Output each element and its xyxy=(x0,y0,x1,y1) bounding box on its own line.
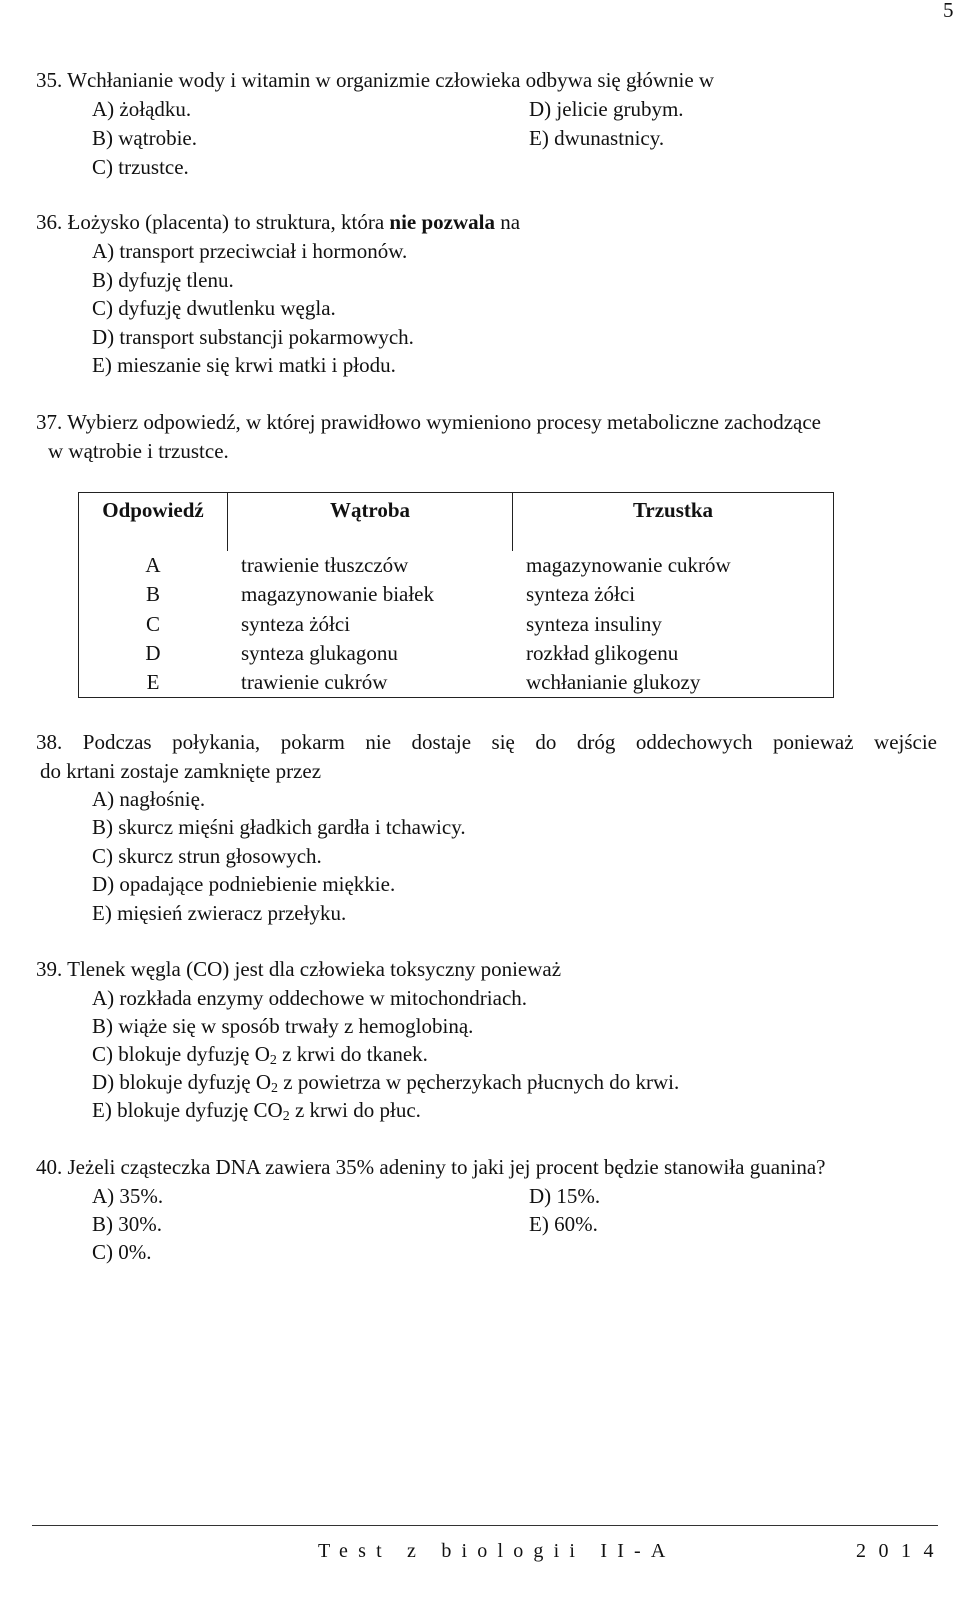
table-cell-letter: B xyxy=(145,582,160,606)
question-37-prompt xyxy=(36,408,821,437)
option-38-b: B) skurcz mięśni gładkich gardła i tchawicy. xyxy=(92,815,466,839)
question-39-text: Tlenek węgla (CO) jest dla człowieka toksyczny ponieważ xyxy=(67,957,562,981)
option-39-c xyxy=(92,1040,428,1069)
question-39-prompt xyxy=(36,955,561,984)
option-39-a: A) rozkłada enzymy oddechowe w mitochondriach. xyxy=(92,986,528,1010)
question-35-number: 35. xyxy=(36,68,63,92)
table-row xyxy=(79,551,833,580)
option-39-d-text-end: z powietrza w pęcherzykach płucnych do krwi. xyxy=(278,1070,680,1094)
option-39-c-subscript: 2 xyxy=(269,1053,277,1068)
option-38-e: E) mięsień zwieracz przełyku. xyxy=(92,901,347,925)
question-36-text-after: na xyxy=(494,210,521,234)
question-37-number: 37. xyxy=(36,410,63,434)
table-cell-liver: trawienie cukrów xyxy=(241,670,388,694)
option-38-a: A) nagłośnię. xyxy=(92,787,206,811)
question-36-text-bold: nie pozwala xyxy=(389,210,495,234)
footer-title: Test z biologii II-A xyxy=(318,1540,676,1562)
table-header-pancreas: Trzustka xyxy=(632,498,714,522)
table-row xyxy=(79,580,833,609)
question-40-prompt xyxy=(36,1153,826,1182)
footer-year: 2014 xyxy=(856,1540,946,1562)
table-row xyxy=(79,668,833,697)
option-39-e-text-end: z krwi do płuc. xyxy=(289,1098,421,1122)
option-36-e: E) mieszanie się krwi matki i płodu. xyxy=(92,353,396,377)
option-36-d: D) transport substancji pokarmowych. xyxy=(92,325,414,349)
question-39-number: 39. xyxy=(36,957,63,981)
question-38-number: 38. xyxy=(36,730,63,754)
option-35-e: E) dwunastnicy. xyxy=(529,126,665,150)
question-35-text: Wchłanianie wody i witamin w organizmie człowieka odbywa się głównie w xyxy=(67,68,715,92)
option-40-e: E) 60%. xyxy=(529,1212,598,1236)
question-38-prompt xyxy=(36,728,937,757)
option-40-c: C) 0%. xyxy=(92,1240,152,1264)
option-39-c-text: C) blokuje dyfuzję O xyxy=(92,1042,270,1066)
option-39-d xyxy=(92,1068,679,1097)
option-40-b: B) 30%. xyxy=(92,1212,162,1236)
option-39-d-text: D) blokuje dyfuzję O xyxy=(92,1070,272,1094)
table-cell-letter: A xyxy=(145,553,161,577)
question-40-text: Jeżeli cząsteczka DNA zawiera 35% adeniny to jaki jej procent będzie stanowiła guanina? xyxy=(67,1155,826,1179)
option-36-c: C) dyfuzję dwutlenku węgla. xyxy=(92,296,336,320)
question-36-text-before: Łożysko (placenta) to struktura, która xyxy=(67,210,390,234)
table-cell-pancreas: synteza insuliny xyxy=(526,612,662,636)
option-36-b: B) dyfuzję tlenu. xyxy=(92,268,234,292)
option-35-b: B) wątrobie. xyxy=(92,126,197,150)
question-35-prompt xyxy=(36,66,714,95)
option-35-d: D) jelicie grubym. xyxy=(529,97,684,121)
table-cell-pancreas: magazynowanie cukrów xyxy=(526,553,731,577)
option-36-a: A) transport przeciwciał i hormonów. xyxy=(92,239,408,263)
table-header-liver: Wątroba xyxy=(227,493,513,551)
option-40-d: D) 15%. xyxy=(529,1184,601,1208)
table-cell-letter: C xyxy=(145,612,160,636)
option-39-e xyxy=(92,1096,421,1125)
table-row xyxy=(79,639,833,668)
page-number: 5 xyxy=(943,0,954,22)
footer-rule xyxy=(32,1525,938,1526)
table-row xyxy=(79,610,833,639)
table-cell-liver: synteza żółci xyxy=(241,612,351,636)
question-37-text-line1: Wybierz odpowiedź, w której prawidłowo wymieniono procesy metaboliczne zachodzące xyxy=(67,410,821,434)
option-35-c: C) trzustce. xyxy=(92,155,189,179)
table-cell-liver: magazynowanie białek xyxy=(241,582,434,606)
option-39-c-text-end: z krwi do tkanek. xyxy=(276,1042,428,1066)
question-37-text-line2: w wątrobie i trzustce. xyxy=(48,439,229,463)
option-40-a: A) 35%. xyxy=(92,1184,164,1208)
question-38-text-line2: do krtani zostaje zamknięte przez xyxy=(40,759,322,783)
table-cell-letter: E xyxy=(146,670,160,694)
table-cell-pancreas: rozkład glikogenu xyxy=(526,641,679,665)
table-header-answer: Odpowiedź xyxy=(102,498,204,522)
table-cell-pancreas: wchłanianie glukozy xyxy=(526,670,701,694)
table-cell-liver: trawienie tłuszczów xyxy=(241,553,409,577)
question-36-number: 36. xyxy=(36,210,63,234)
option-38-d: D) opadające podniebienie miękkie. xyxy=(92,872,396,896)
question-36-prompt xyxy=(36,208,520,237)
option-39-b: B) wiąże się w sposób trwały z hemoglobiną. xyxy=(92,1014,474,1038)
answer-table xyxy=(78,492,834,698)
question-38-text-line1: Podczas połykania, pokarm nie dostaje się do dróg oddechowych ponieważ wejście xyxy=(82,730,938,754)
option-39-e-text: E) blokuje dyfuzję CO xyxy=(92,1098,283,1122)
question-40-number: 40. xyxy=(36,1155,63,1179)
table-cell-pancreas: synteza żółci xyxy=(526,582,636,606)
table-header-row xyxy=(79,493,833,551)
option-39-d-subscript: 2 xyxy=(271,1081,279,1096)
table-cell-liver: synteza glukagonu xyxy=(241,641,398,665)
option-35-a: A) żołądku. xyxy=(92,97,192,121)
option-39-e-subscript: 2 xyxy=(282,1109,290,1124)
option-38-c: C) skurcz strun głosowych. xyxy=(92,844,322,868)
table-cell-letter: D xyxy=(145,641,161,665)
